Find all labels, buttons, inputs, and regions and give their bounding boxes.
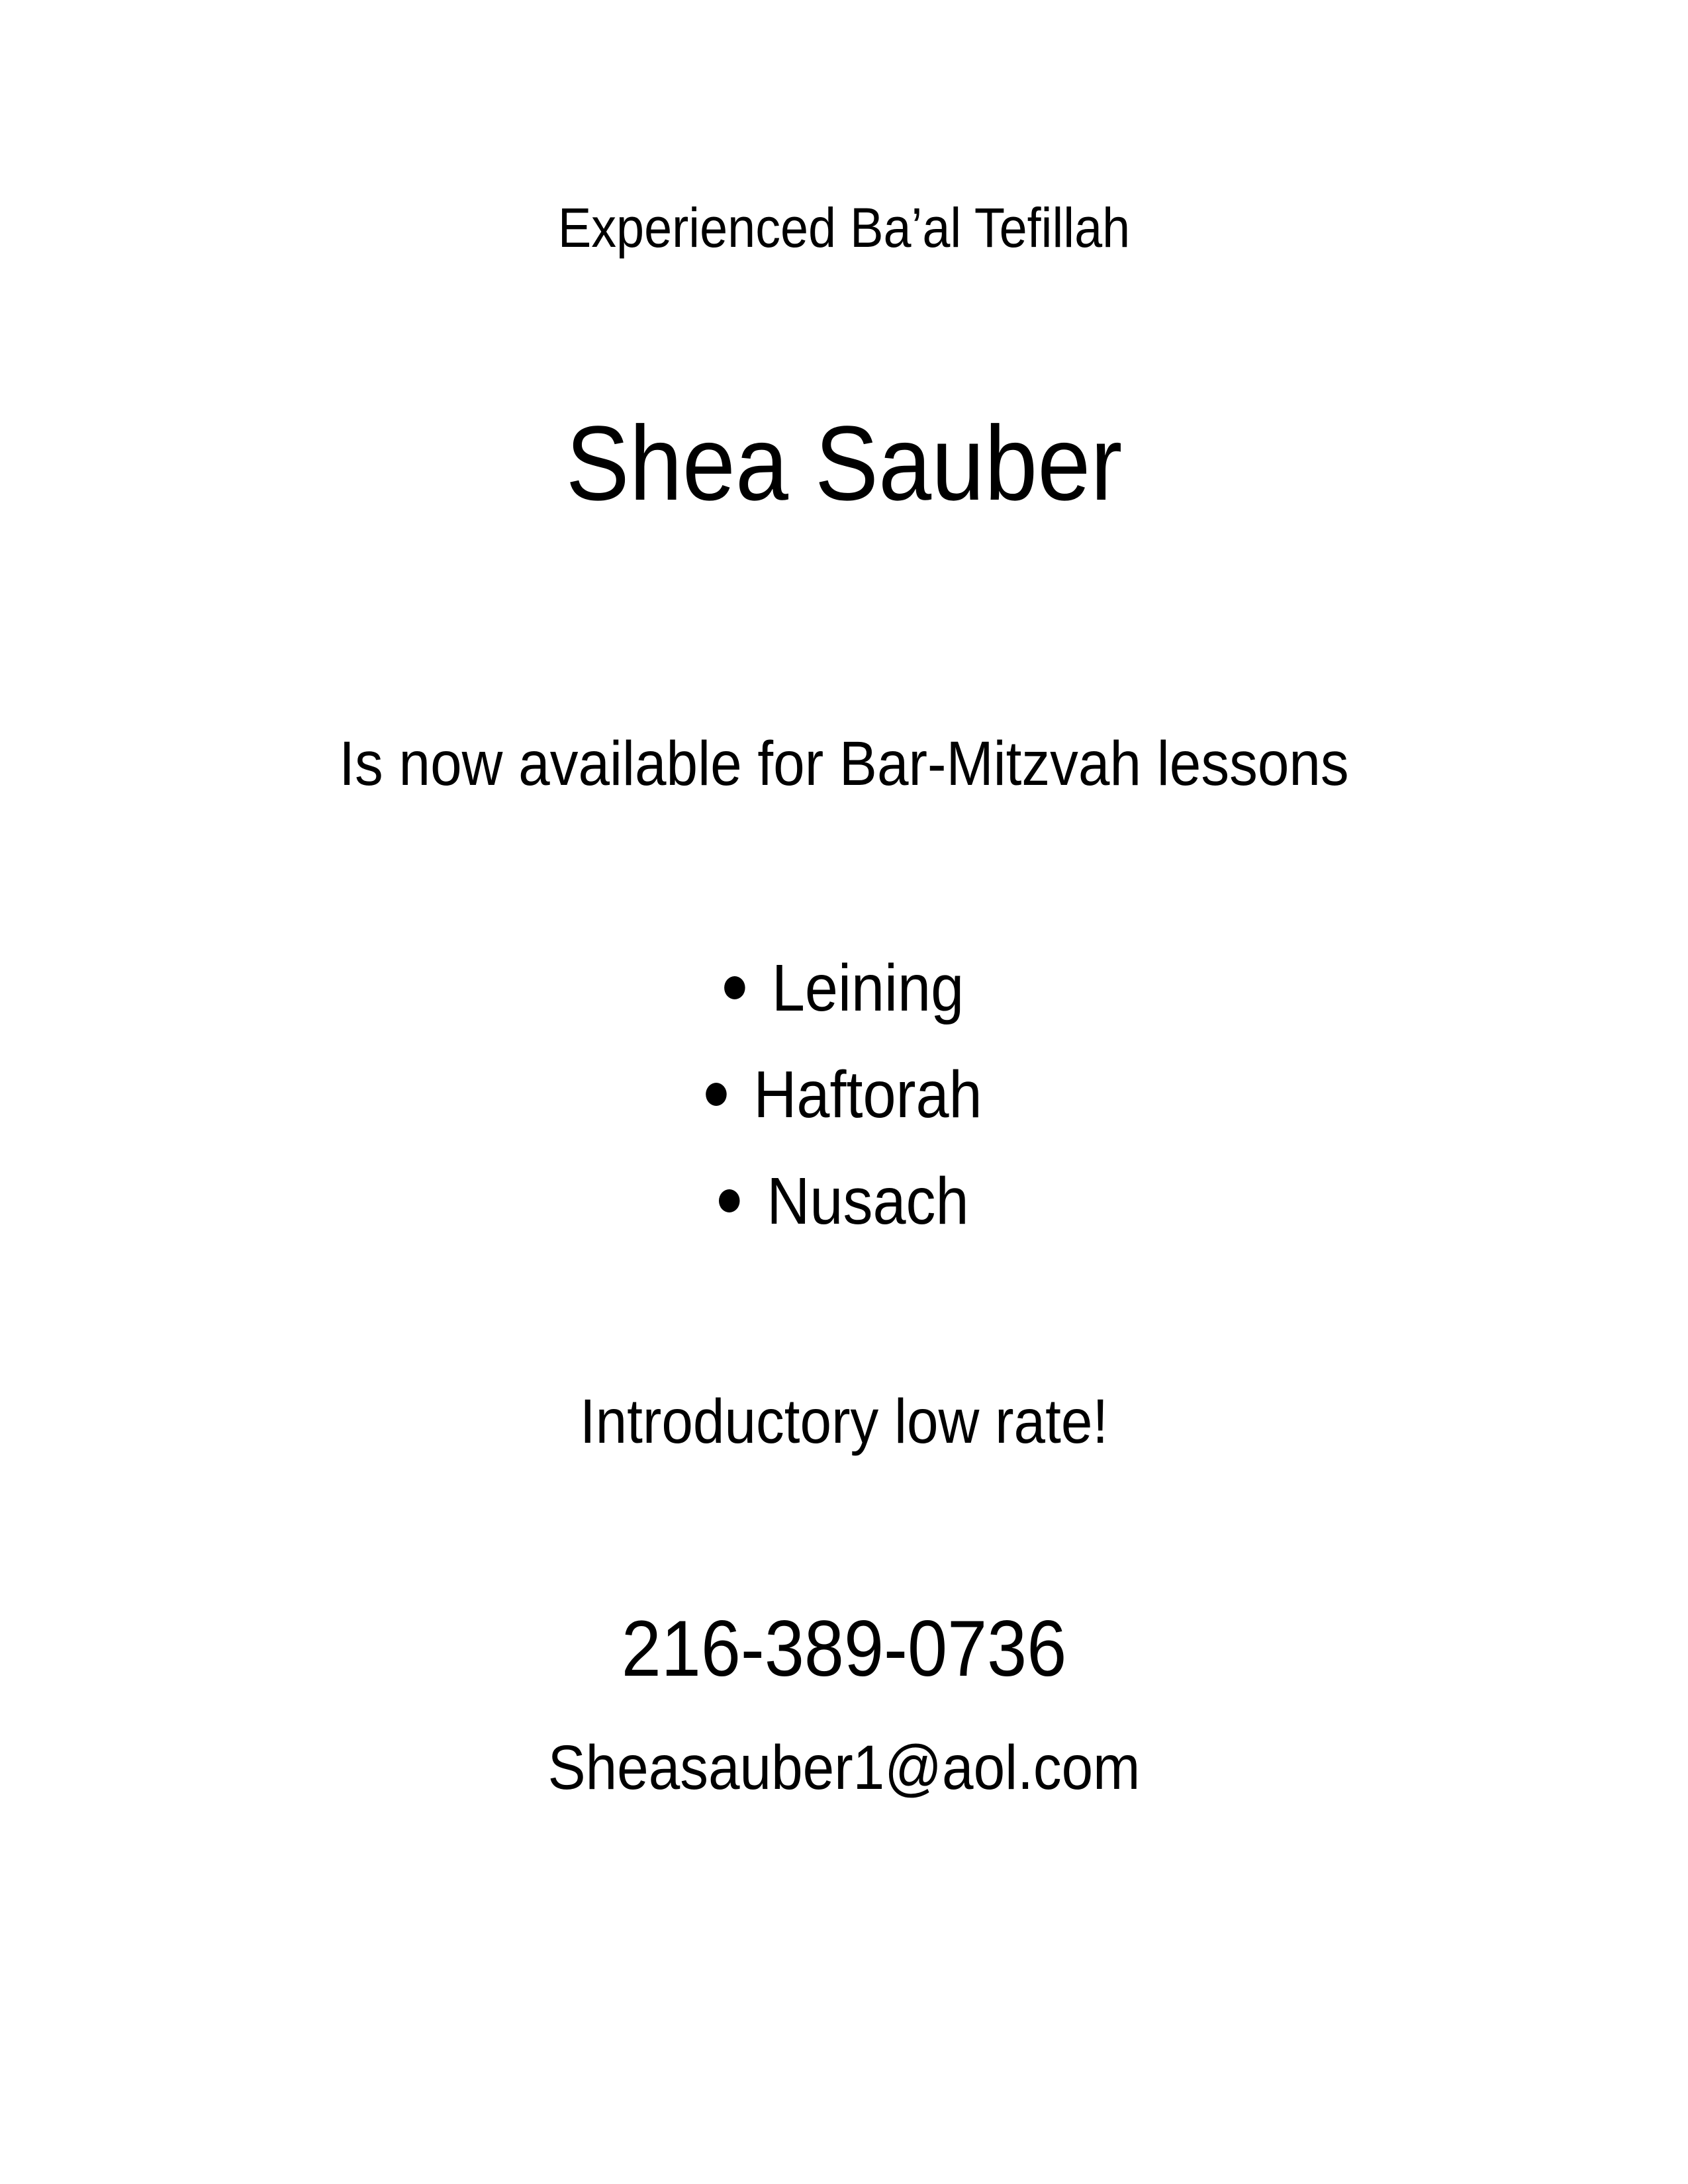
service-label: Nusach — [767, 1164, 969, 1238]
service-list-item — [85, 1164, 1604, 1238]
availability-text: Is now available for Bar-Mitzvah lessons — [339, 729, 1349, 799]
bullet-icon — [719, 1189, 740, 1212]
tagline-text: Experienced Ba’al Tefillah — [557, 197, 1131, 259]
person-name-heading: Shea Sauber — [565, 404, 1123, 522]
bullet-icon — [724, 976, 745, 999]
service-list-item — [85, 1058, 1604, 1132]
phone-number: 216-389-0736 — [621, 1604, 1067, 1693]
service-label: Haftorah — [753, 1058, 982, 1132]
email-address: Sheasauber1@aol.com — [547, 1733, 1141, 1803]
service-list-item — [85, 951, 1604, 1025]
promo-text: Introductory low rate! — [579, 1387, 1109, 1457]
bullet-icon — [706, 1083, 727, 1106]
service-label: Leining — [771, 951, 964, 1025]
